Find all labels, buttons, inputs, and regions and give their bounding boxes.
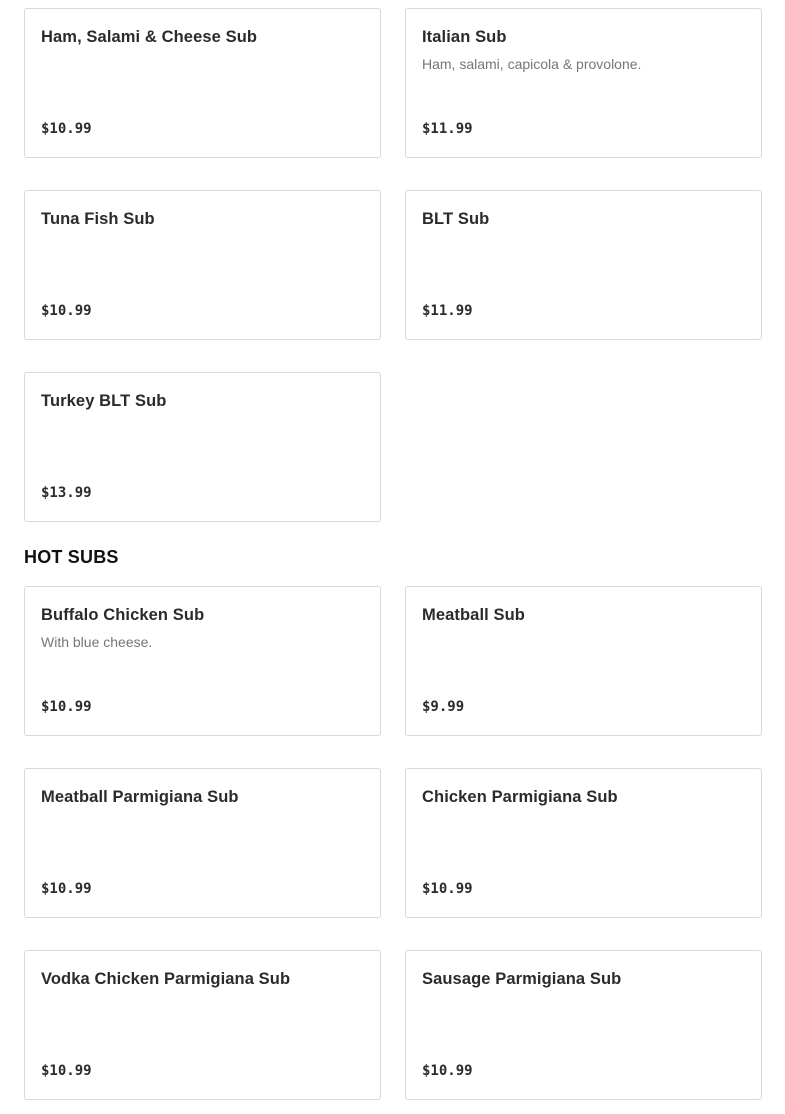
menu-item-card[interactable] <box>24 372 381 522</box>
menu-item-card[interactable] <box>405 8 762 158</box>
menu-item-name: Ham, Salami & Cheese Sub <box>41 28 258 46</box>
menu-item-price: $10.99 <box>41 303 92 319</box>
menu-item-price: $13.99 <box>41 485 92 501</box>
menu-item-name: BLT Sub <box>422 210 490 228</box>
menu-item-card[interactable] <box>405 768 762 918</box>
menu-item-price: $10.99 <box>422 881 473 897</box>
menu-item-price: $10.99 <box>422 1063 473 1079</box>
menu-item-name: Meatball Parmigiana Sub <box>41 788 239 806</box>
menu-item-card[interactable] <box>24 586 381 736</box>
menu-item-name: Buffalo Chicken Sub <box>41 606 205 624</box>
menu-item-name: Meatball Sub <box>422 606 525 624</box>
menu-item-card[interactable] <box>24 8 381 158</box>
menu-item-name: Sausage Parmigiana Sub <box>422 970 622 988</box>
menu-item-price: $10.99 <box>41 121 92 137</box>
menu-item-price: $10.99 <box>41 881 92 897</box>
menu-item-card[interactable] <box>405 586 762 736</box>
menu-item-card[interactable] <box>24 950 381 1100</box>
menu-item-name: Italian Sub <box>422 28 507 46</box>
menu-item-card[interactable] <box>405 950 762 1100</box>
section-title-hot-subs: HOT SUBS <box>24 547 119 567</box>
menu-item-price: $10.99 <box>41 699 92 715</box>
menu-item-name: Vodka Chicken Parmigiana Sub <box>41 970 291 988</box>
menu-item-price: $10.99 <box>41 1063 92 1079</box>
menu-item-price: $11.99 <box>422 303 473 319</box>
menu-item-price: $9.99 <box>422 699 465 715</box>
menu-item-name: Tuna Fish Sub <box>41 210 155 228</box>
menu-item-card[interactable] <box>24 190 381 340</box>
menu-item-description: Ham, salami, capicola & provolone. <box>422 56 642 72</box>
menu-item-name: Chicken Parmigiana Sub <box>422 788 618 806</box>
menu-item-price: $11.99 <box>422 121 473 137</box>
menu-item-name: Turkey BLT Sub <box>41 392 167 410</box>
menu-item-card[interactable] <box>24 768 381 918</box>
menu-item-card[interactable] <box>405 190 762 340</box>
menu-item-description: With blue cheese. <box>41 634 153 650</box>
